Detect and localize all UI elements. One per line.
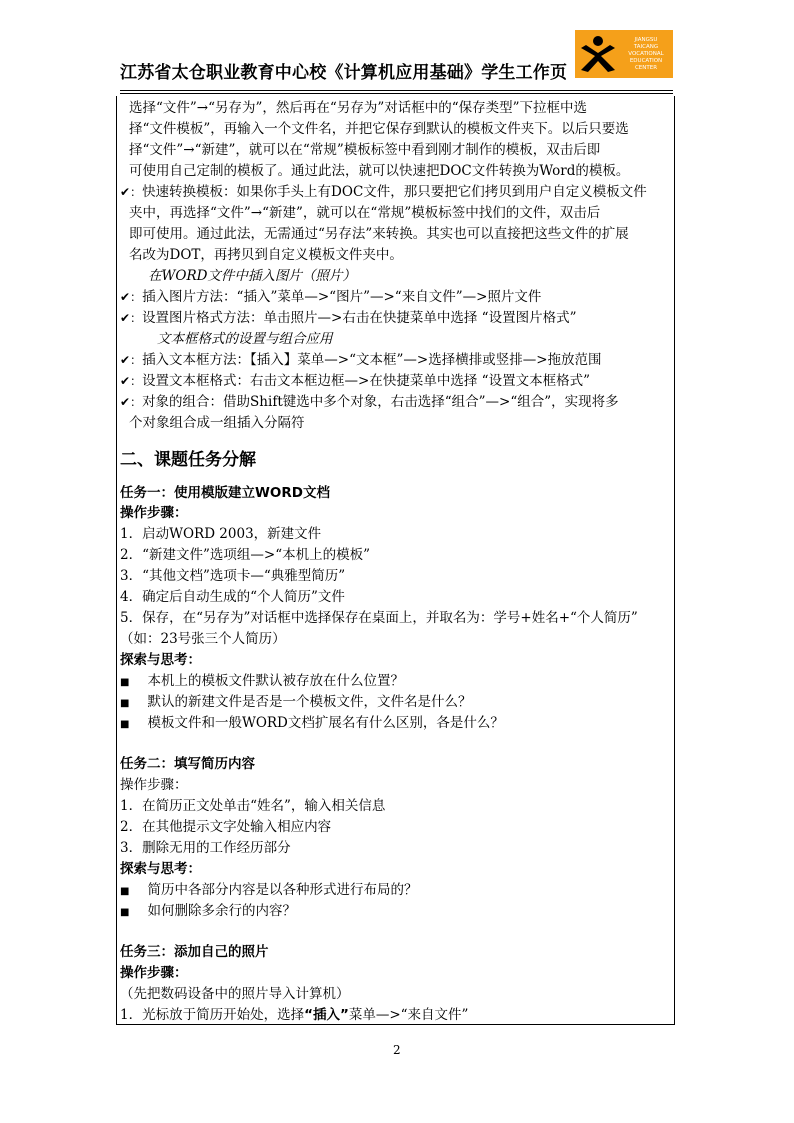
bullet-icon: ■ [120, 907, 130, 918]
text-line: 可使用自己定制的模板了。通过此法，就可以快速把DOC文件转换为Word的模板。 [129, 163, 630, 179]
text-line: 快速转换模板：如果你手头上有DOC文件，那只要把它们拷贝到用户自定义模板文件 [142, 184, 647, 200]
step-item: 1．启动WORD 2003，新建文件 [120, 526, 322, 542]
page-number: 2 [393, 1043, 401, 1057]
school-logo [575, 30, 673, 78]
question-item: 本机上的模板文件默认被存放在什么位置？ [147, 673, 404, 689]
step-item: （如：23号张三个人简历） [120, 631, 286, 647]
logo-text: JIANGSU TAICANG VOCATIONAL EDUCATION CENTER [628, 36, 664, 71]
text-line: 插入图片方法：“插入”菜单—>“图片”—>“来自文件”—>照片文件 [142, 289, 542, 305]
text-line: 择“文件”→“新建”，就可以在“常规”模板标签中看到刚才制作的模板，双击后即 [129, 142, 601, 158]
step-item: 3．删除无用的工作经历部分 [120, 840, 291, 856]
bullet-icon: ■ [120, 886, 130, 897]
subheading: 在WORD文件中插入图片（照片） [148, 268, 356, 284]
text-line: 插入文本框方法：【插入】菜单—>“文本框”—>选择横排或竖排—>拖放范围 [142, 352, 602, 368]
question-item: 模板文件和一般WORD文档扩展名有什么区别，各是什么？ [147, 715, 504, 731]
text-line: 即可使用。通过此法，无需通过“另存法”来转换。其实也可以直接把这些文件的扩展 [129, 226, 629, 242]
step-item: 2．“新建文件”选项组—>“本机上的模板” [120, 547, 371, 563]
check-icon: ✔︎： [120, 353, 143, 367]
explore-label: 探索与思考： [120, 652, 201, 668]
subheading: 文本框格式的设置与组合应用 [157, 331, 333, 347]
task-title: 任务一：使用模版建立WORD文档 [120, 485, 330, 501]
text-line: 夹中，再选择“文件”→“新建”，就可以在“常规”模板标签中找们的文件，双击后 [129, 205, 601, 221]
bullet-icon: ■ [120, 698, 130, 709]
check-icon: ✔︎： [120, 311, 143, 325]
steps-label: 操作步骤： [120, 965, 188, 981]
text-line: 选择“文件”→“另存为”，然后再在“另存为”对话框中的“保存类型”下拉框中选 [129, 100, 588, 116]
step-item: 1．光标放于简历开始处，选择“插入”菜单—>“来自文件” [120, 1007, 469, 1023]
bullet-icon: ■ [120, 719, 130, 730]
text-line: 设置文本框格式：右击文本框边框—>在快捷菜单中选择 “设置文本框格式” [142, 373, 590, 389]
text-line: 对象的组合：借助Shift键选中多个对象，右击选择“组合”—>“组合”，实现将多 [142, 394, 619, 410]
explore-label: 探索与思考： [120, 861, 201, 877]
check-icon: ✔︎： [120, 185, 143, 199]
step-item: 2．在其他提示文字处输入相应内容 [120, 819, 332, 835]
check-icon: ✔︎： [120, 374, 143, 388]
task-title: 任务三：添加自己的照片 [120, 944, 269, 960]
header-title: 江苏省太仓职业教育中心校《计算机应用基础》学生工作页 [120, 63, 568, 83]
step-item: 4．确定后自动生成的“个人简历”文件 [120, 589, 345, 605]
question-item: 如何删除多余行的内容？ [147, 903, 296, 919]
bullet-icon: ■ [120, 677, 130, 688]
header-rule [120, 90, 673, 91]
text-line: 个对象组合成一组插入分隔符 [129, 415, 305, 431]
question-item: 简历中各部分内容是以各种形式进行布局的？ [147, 882, 418, 898]
note-text: （先把数码设备中的照片导入计算机） [120, 986, 350, 1002]
question-item: 默认的新建文件是否是一个模板文件，文件名是什么？ [147, 694, 472, 710]
steps-label: 操作步骤： [120, 777, 188, 793]
section-heading: 二、课题任务分解 [120, 450, 256, 470]
step-item: 3．“其他文档”选项卡—“典雅型简历” [120, 568, 346, 584]
header-rule-thin [120, 93, 673, 94]
task-title: 任务二：填写简历内容 [120, 756, 255, 772]
step-item: 5．保存，在“另存为”对话框中选择保存在桌面上，并取名为：学号+姓名+“个人简历” [120, 610, 638, 626]
step-item: 1．在简历正文处单击“姓名”，输入相关信息 [120, 798, 386, 814]
text-line: 择“文件模板”，再输入一个文件名，并把它保存到默认的模板文件夹下。以后只要选 [129, 121, 629, 137]
text-line: 名改为DOT，再拷贝到自定义模板文件夹中。 [129, 247, 403, 263]
text-line: 设置图片格式方法：单击照片—>右击在快捷菜单中选择 “设置图片格式” [142, 310, 577, 326]
check-icon: ✔︎： [120, 395, 143, 409]
check-icon: ✔︎： [120, 290, 143, 304]
logo-figure-icon [575, 30, 621, 78]
steps-label: 操作步骤： [120, 505, 188, 521]
